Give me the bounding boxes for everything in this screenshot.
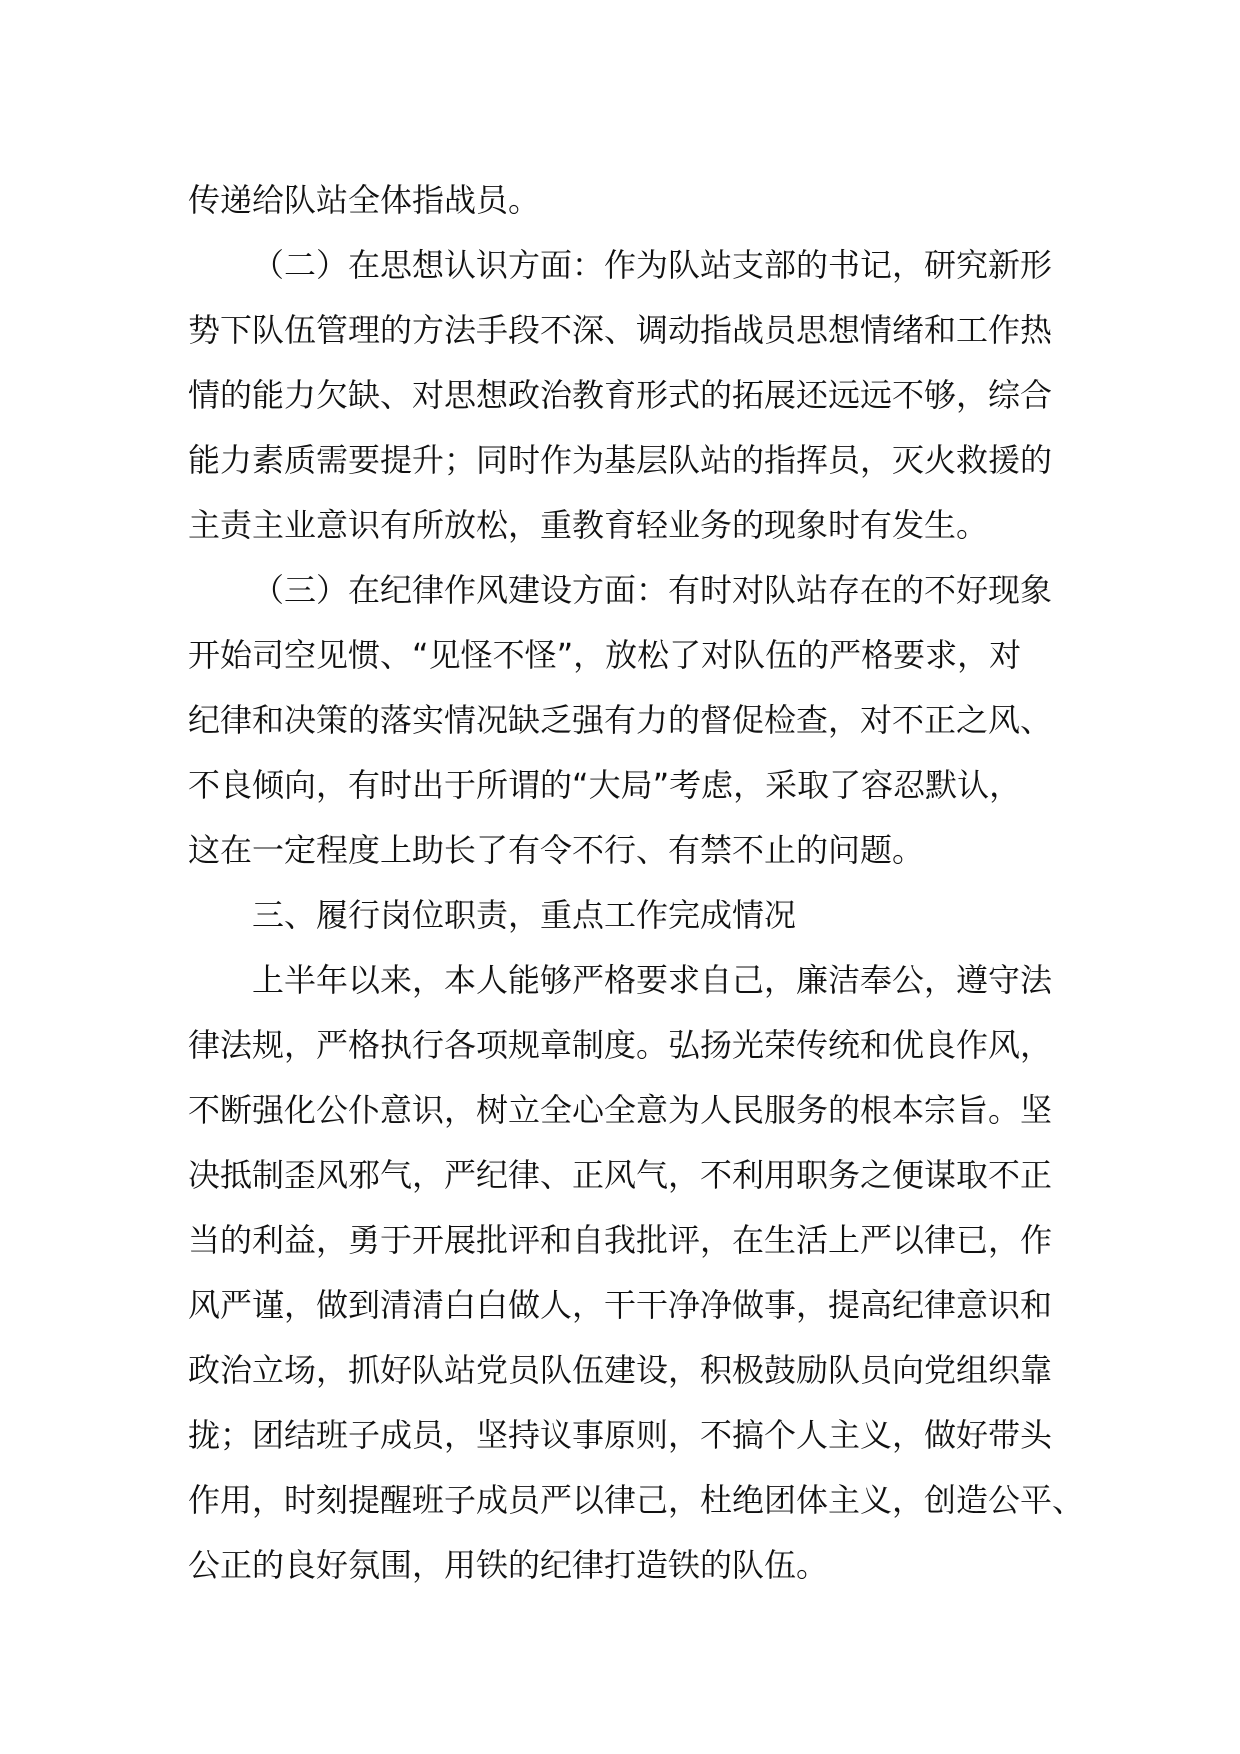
paragraph-duties: [188, 948, 1088, 1598]
text-line: 风严谨，做到清清白白做人，干干净净做事，提高纪律意识和: [188, 1286, 1053, 1324]
text-line: 不良倾向，有时出于所谓的“大局”考虑，采取了容忍默认，: [188, 766, 1022, 804]
text-line: 势下队伍管理的方法手段不深、调动指战员思想情绪和工作热: [188, 311, 1053, 349]
text-line: 情的能力欠缺、对思想政治教育形式的拓展还远远不够，综合: [188, 376, 1053, 414]
text-line: 这在一定程度上助长了有令不行、有禁不止的问题。: [188, 831, 925, 869]
text-line: （三）在纪律作风建设方面：有时对队站存在的不好现象: [252, 571, 1053, 609]
text-line: 当的利益，勇于开展批评和自我批评，在生活上严以律已，作: [188, 1221, 1053, 1259]
paragraph-ideological-awareness: [188, 233, 1088, 558]
heading-line: 三、履行岗位职责，重点工作完成情况: [252, 896, 797, 934]
text-line: 作用，时刻提醒班子成员严以律己，杜绝团体主义，创造公平、: [188, 1481, 1085, 1519]
text-line: 决抵制歪风邪气，严纪律、正风气，不利用职务之便谋取不正: [188, 1156, 1053, 1194]
paragraph-continuation: [188, 168, 1088, 233]
text-line: 不断强化公仆意识，树立全心全意为人民服务的根本宗旨。坚: [188, 1091, 1053, 1129]
text-line: 开始司空见惯、“见怪不怪”，放松了对队伍的严格要求，对: [188, 636, 1022, 674]
text-line: 公正的良好氛围，用铁的纪律打造铁的队伍。: [188, 1546, 829, 1584]
text-line: 拢；团结班子成员，坚持议事原则，不搞个人主义，做好带头: [188, 1416, 1053, 1454]
text-line: 上半年以来，本人能够严格要求自己，廉洁奉公，遵守法: [252, 961, 1053, 999]
text-line: 纪律和决策的落实情况缺乏强有力的督促检查，对不正之风、: [188, 701, 1053, 739]
text-line: 律法规，严格执行各项规章制度。弘扬光荣传统和优良作风，: [188, 1026, 1053, 1064]
paragraph-discipline-style: [188, 558, 1088, 883]
text-line: 主责主业意识有所放松，重教育轻业务的现象时有发生。: [188, 506, 989, 544]
text-line: 传递给队站全体指战员。: [188, 181, 541, 219]
text-line: 能力素质需要提升；同时作为基层队站的指挥员，灭火救援的: [188, 441, 1053, 479]
section-heading: [188, 883, 1088, 948]
document-body: [188, 168, 1088, 1598]
text-line: （二）在思想认识方面：作为队站支部的书记，研究新形: [252, 246, 1053, 284]
text-line: 政治立场，抓好队站党员队伍建设，积极鼓励队员向党组织靠: [188, 1351, 1053, 1389]
